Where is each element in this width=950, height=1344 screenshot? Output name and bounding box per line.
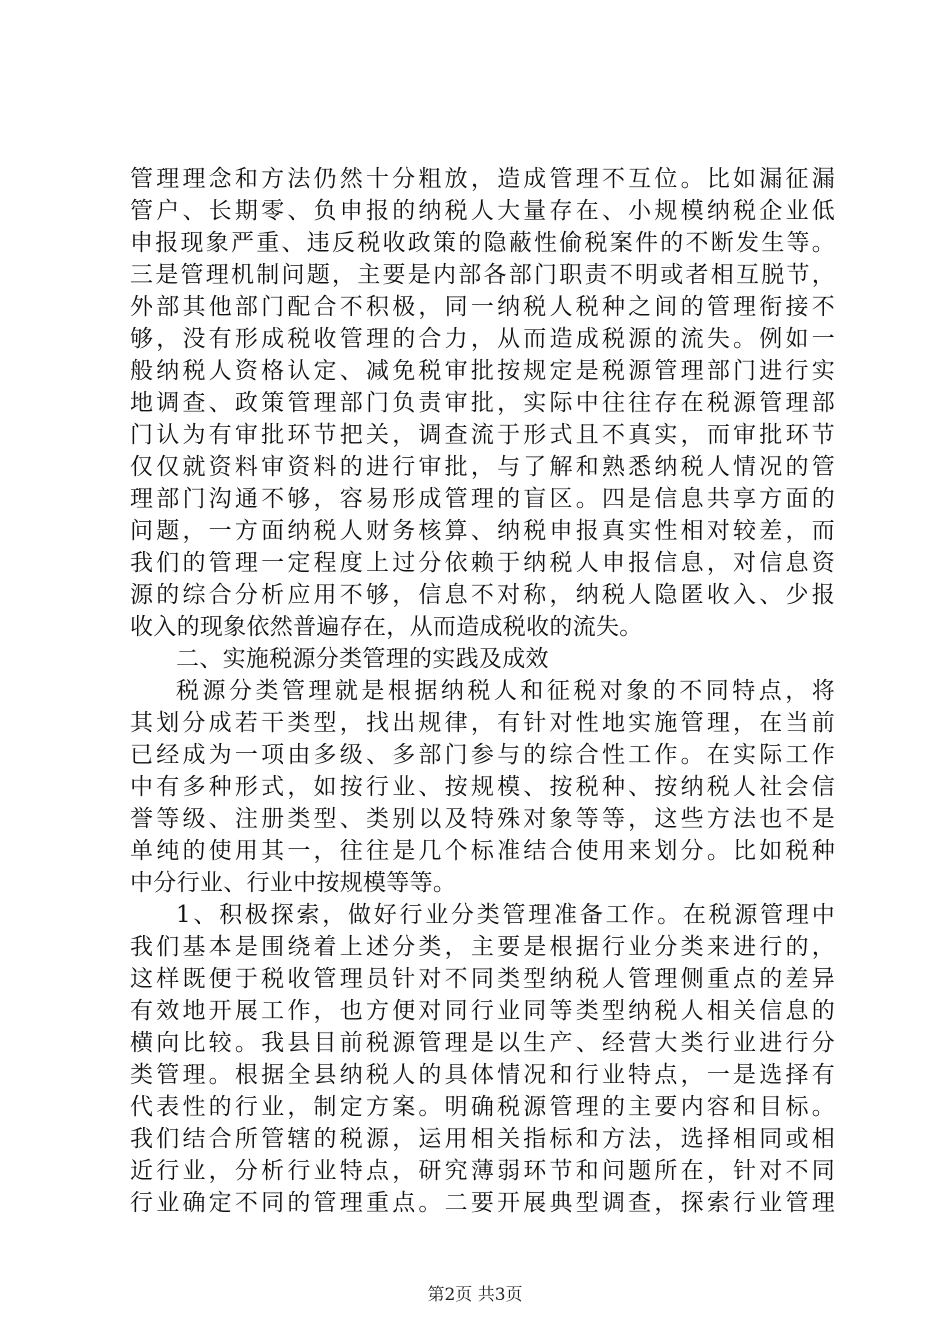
text-line: 中分行业、行业中按规模等等。	[130, 870, 457, 896]
text-line: 其划分成若干类型，找出规律，有针对性地实施管理，在当前	[130, 710, 835, 736]
text-line: 横向比较。我县目前税源管理是以生产、经营大类行业进行分	[130, 1030, 835, 1056]
text-line: 我们的管理一定程度上过分依赖于纳税人申报信息，对信息资	[130, 550, 835, 576]
text-line: 单纯的使用其一，往往是几个标准结合使用来划分。比如税种	[130, 838, 835, 864]
text-line: 申报现象严重、违反税收政策的隐蔽性偷税案件的不断发生等。	[130, 230, 835, 256]
text-line: 理部门沟通不够，容易形成管理的盲区。四是信息共享方面的	[130, 486, 835, 512]
text-line: 管理理念和方法仍然十分粗放，造成管理不互位。比如漏征漏	[130, 166, 835, 192]
text-line: 我们基本是围绕着上述分类，主要是根据行业分类来进行的，	[130, 934, 835, 960]
text-line: 这样既便于税收管理员针对不同类型纳税人管理侧重点的差异	[130, 966, 835, 992]
text-line: 誉等级、注册类型、类别以及特殊对象等等，这些方法也不是	[130, 806, 835, 832]
text-line: 问题，一方面纳税人财务核算、纳税申报真实性相对较差，而	[130, 518, 835, 544]
text-line: 地调查、政策管理部门负责审批，实际中往往存在税源管理部	[130, 390, 835, 416]
text-line: 般纳税人资格认定、减免税审批按规定是税源管理部门进行实	[130, 358, 835, 384]
document-body	[130, 163, 835, 1219]
paragraph-first-line: 1、积极探索，做好行业分类管理准备工作。在税源管理中	[176, 902, 835, 928]
text-line: 仅仅就资料审资料的进行审批，与了解和熟悉纳税人情况的管	[130, 454, 835, 480]
text-line: 有效地开展工作，也方便对同行业同等类型纳税人相关信息的	[130, 998, 835, 1024]
text-line: 类管理。根据全县纳税人的具体情况和行业特点，一是选择有	[130, 1062, 835, 1088]
text-line: 中有多种形式，如按行业、按规模、按税种、按纳税人社会信	[130, 774, 835, 800]
text-line: 够，没有形成税收管理的合力，从而造成税源的流失。例如一	[130, 326, 835, 352]
section-heading: 二、实施税源分类管理的实践及成效	[176, 646, 549, 672]
text-line: 门认为有审批环节把关，调查流于形式且不真实，而审批环节	[130, 422, 835, 448]
text-line: 我们结合所管辖的税源，运用相关指标和方法，选择相同或相	[130, 1126, 835, 1152]
paragraph-first-line: 税源分类管理就是根据纳税人和征税对象的不同特点，将	[176, 678, 835, 704]
text-line: 三是管理机制问题，主要是内部各部门职责不明或者相互脱节，	[130, 262, 835, 288]
text-line: 已经成为一项由多级、多部门参与的综合性工作。在实际工作	[130, 742, 835, 768]
text-line: 外部其他部门配合不积极，同一纳税人税种之间的管理衔接不	[130, 294, 835, 320]
text-line: 代表性的行业，制定方案。明确税源管理的主要内容和目标。	[130, 1094, 835, 1120]
page-footer: 第2页 共3页	[427, 1285, 523, 1305]
text-line: 源的综合分析应用不够，信息不对称，纳税人隐匿收入、少报	[130, 582, 835, 608]
text-line: 行业确定不同的管理重点。二要开展典型调查，探索行业管理	[130, 1190, 835, 1216]
text-line: 近行业，分析行业特点，研究薄弱环节和问题所在，针对不同	[130, 1158, 835, 1184]
text-line: 管户、长期零、负申报的纳税人大量存在、小规模纳税企业低	[130, 198, 835, 224]
text-line: 收入的现象依然普遍存在，从而造成税收的流失。	[130, 614, 643, 640]
